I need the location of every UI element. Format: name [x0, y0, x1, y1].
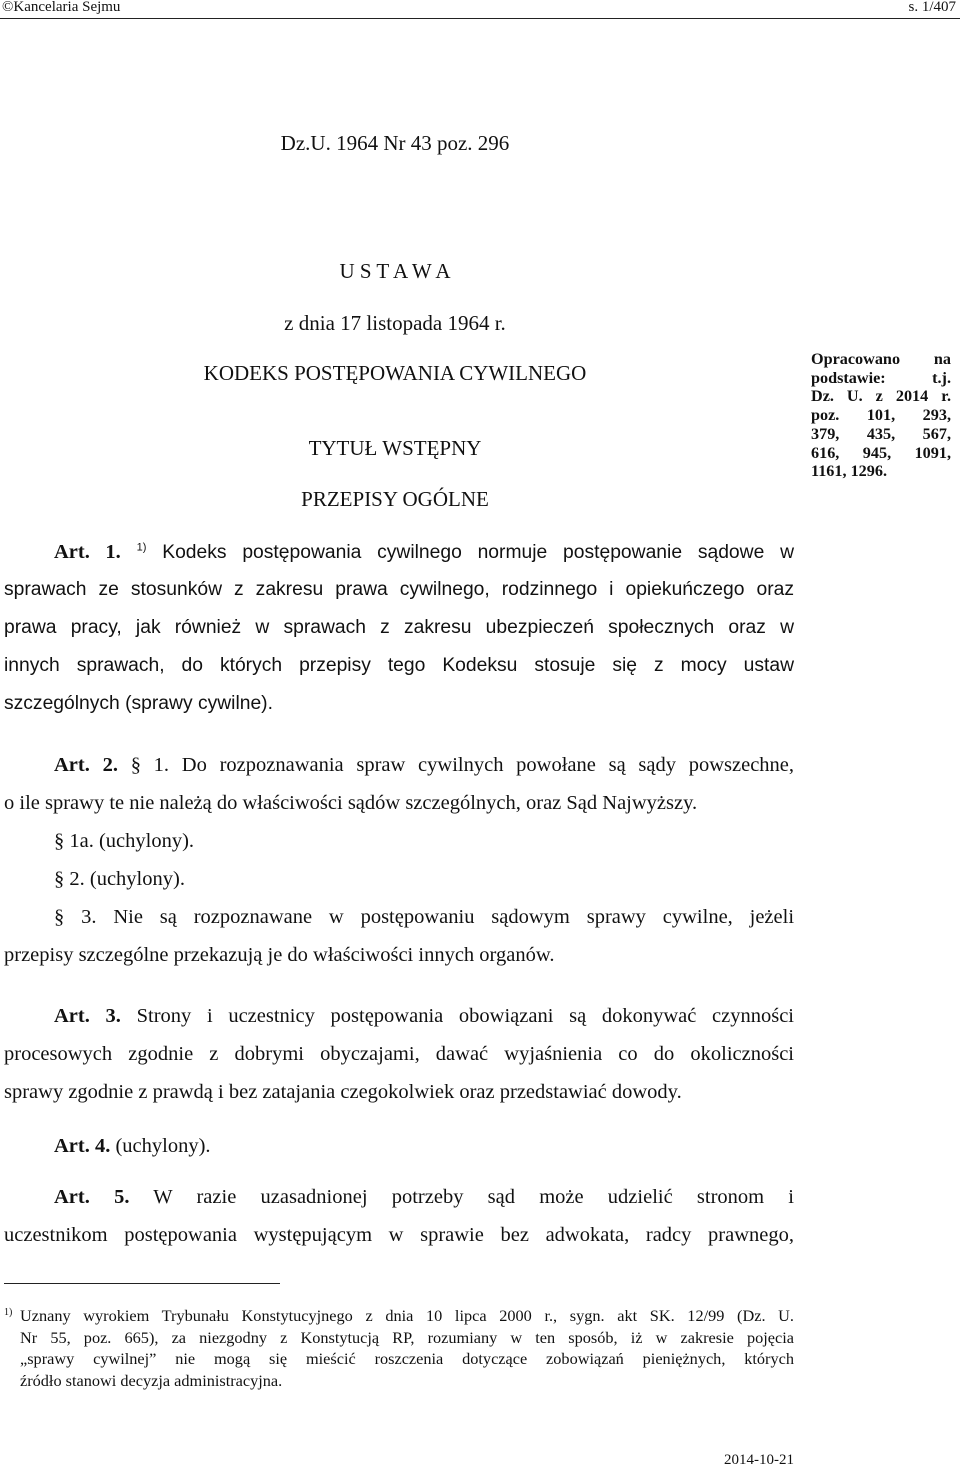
journal-reference: Dz.U. 1964 Nr 43 poz. 296	[280, 131, 510, 155]
header-page-number: s. 1/407	[908, 0, 956, 15]
article-1-text: sprawach ze stosunków z zakresu prawa cywilnego, rodzinnego i opiekuńczego oraz	[4, 579, 794, 600]
act-date: z dnia 17 listopada 1964 r.	[284, 311, 506, 335]
article-3-text: sprawy zgodnie z prawdą i bez zatajania czegokolwiek oraz przedstawiać dowody.	[4, 1081, 682, 1103]
header-publisher: ©Kancelaria Sejmu	[2, 0, 121, 15]
paragraph-3-number: § 3.	[54, 906, 97, 928]
note-line: 616, 945, 1091,	[811, 443, 951, 462]
footnote-text: źródło stanowi decyzja administracyjna.	[20, 1370, 283, 1390]
paragraph-3-text: przepisy szczególne przekazują je do właściwości innych organów.	[4, 944, 555, 966]
article-3-text: procesowych zgodnie z dobrymi obyczajami, dawać wyjaśnienia co do okoliczności	[4, 1043, 794, 1065]
paragraph-2: § 2. (uchylony).	[54, 868, 185, 890]
article-1-text: szczególnych (sprawy cywilne).	[4, 693, 273, 714]
article-1-text: Kodeks postępowania cywilnego normuje postępowanie sądowe w	[162, 542, 795, 563]
article-3	[4, 997, 794, 1111]
footnote-ref[interactable]: 1)	[136, 541, 147, 554]
footnote-text: Nr 55, poz. 665), za niezgodny z Konstytucją RP, rozumiany w ten sposób, iż w zakresie pojęcia	[20, 1327, 794, 1347]
note-line: 1161, 1296.	[811, 462, 887, 481]
article-1-label: Art. 1.	[54, 541, 121, 563]
note-line: 379, 435, 567,	[811, 424, 951, 443]
article-2-label: Art. 2.	[54, 754, 118, 776]
act-name: KODEKS POSTĘPOWANIA CYWILNEGO	[203, 361, 587, 385]
article-5-text: uczestnikom postępowania występującym w sprawie bez adwokata, radcy prawnego,	[4, 1224, 794, 1246]
article-1-text: prawa pracy, jak również w sprawach z zakresu ubezpieczeń społecznych oraz w	[4, 617, 794, 638]
article-2-text: o ile sprawy te nie należą do właściwości sądów szczególnych, oraz Sąd Najwyższy.	[4, 792, 698, 814]
article-2	[4, 746, 794, 974]
footnote-text: Uznany wyrokiem Trybunału Konstytucyjnego z dnia 10 lipca 2000 r., sygn. akt SK. 12/99 (Dz. U.	[20, 1306, 794, 1325]
footnote: 1) Uznany wyrokiem Trybunału Konstytucyjnego z dnia 10 lipca 2000 r., sygn. akt SK. 12/99 (Dz. U. Nr 55, poz. 665), za niezgodny z Konstytucją RP, rozumiany w ten sposób, iż w zakresie pojęcia „sprawy cywilnej” nie mogą się mieścić roszczenia dotyczące zobowiązań pieniężnych, których źródło stanowi decyzja administracyjna.	[4, 1306, 794, 1390]
paragraph-1-number: § 1.	[130, 754, 170, 776]
header-divider	[0, 18, 960, 19]
article-4-label: Art. 4.	[54, 1135, 111, 1157]
consolidated-text-note	[811, 350, 951, 481]
part-title: TYTUŁ WSTĘPNY	[308, 436, 482, 460]
section-title: PRZEPISY OGÓLNE	[301, 487, 489, 511]
paragraph-1a: § 1a. (uchylony).	[54, 830, 195, 852]
article-3-label: Art. 3.	[54, 1005, 121, 1027]
article-5-label: Art. 5.	[54, 1186, 130, 1208]
article-1-text: innych sprawach, do których przepisy tego Kodeksu stosuje się z mocy ustaw	[4, 655, 794, 676]
article-2-text: Do rozpoznawania spraw cywilnych powołane są sądy powszechne,	[181, 754, 795, 776]
article-1	[4, 533, 794, 723]
act-type: U S T A W A	[339, 259, 451, 283]
article-5-text: W razie uzasadnionej potrzeby sąd może udzielić stronom i	[153, 1186, 794, 1208]
note-line: Dz. U. z 2014 r.	[811, 387, 951, 406]
note-line: poz. 101, 293,	[811, 406, 951, 425]
footnote-divider	[4, 1283, 280, 1284]
article-4-text: (uchylony).	[115, 1135, 211, 1157]
article-3-text: Strony i uczestnicy postępowania obowiązani są dokonywać czynności	[136, 1005, 795, 1027]
note-line: Opracowano na	[811, 350, 951, 368]
article-4	[4, 1127, 794, 1165]
paragraph-3-text: Nie są rozpoznawane w postępowaniu sądowym sprawy cywilne, jeżeli	[113, 906, 795, 928]
footnote-text: „sprawy cywilnej” nie mogą się mieścić roszczenia dotyczące zobowiązań pieniężnych, których	[20, 1349, 794, 1368]
article-5	[4, 1178, 794, 1254]
note-line: podstawie: t.j.	[811, 368, 951, 387]
footer-date: 2014-10-21	[724, 1452, 794, 1468]
